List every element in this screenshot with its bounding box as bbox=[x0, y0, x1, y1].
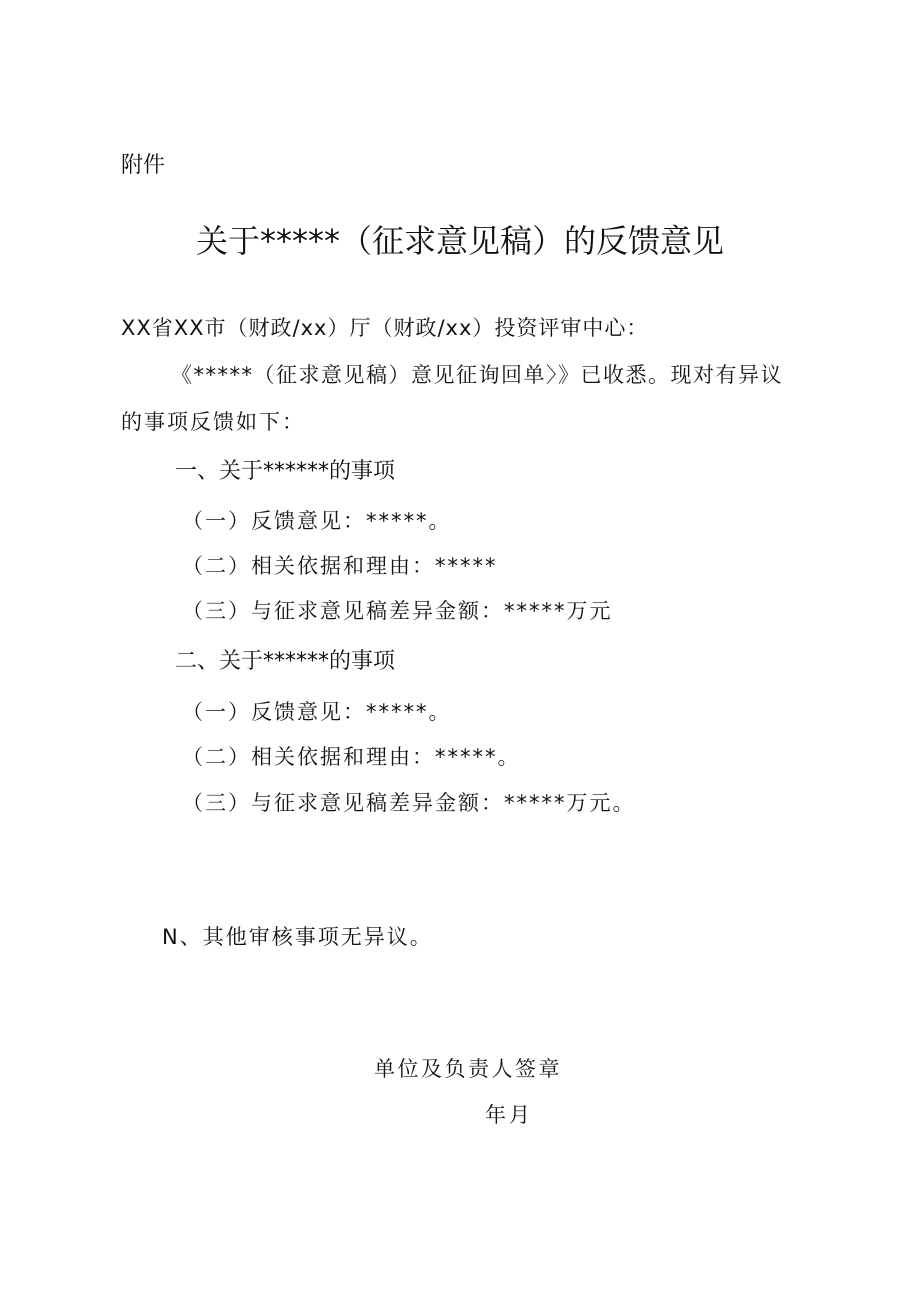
section-2-heading: 二、关于******的事项 bbox=[175, 649, 396, 674]
section-1-heading: 一、关于******的事项 bbox=[175, 459, 396, 484]
intro-paragraph-line-2: 的事项反馈如下： bbox=[121, 410, 305, 434]
section-1-item-3: （三）与征求意见稿差异金额：*****万元 bbox=[182, 599, 613, 623]
attachment-label: 附件 bbox=[121, 153, 166, 178]
section-1-item-1: （一）反馈意见：*****。 bbox=[182, 509, 452, 533]
section-1-item-2: （二）相关依据和理由：***** bbox=[182, 554, 498, 578]
document-title: 关于*****（征求意见稿）的反馈意见 bbox=[195, 222, 724, 260]
intro-paragraph-line-1: 《*****（征求意见稿）意见征询回单〉》已收悉。现对有异议 bbox=[171, 363, 783, 387]
addressee: XX省XX市（财政/xx）厅（财政/xx）投资评审中心： bbox=[121, 316, 649, 340]
section-2-item-2: （二）相关依据和理由：*****。 bbox=[182, 745, 521, 769]
date-label: 年月 bbox=[485, 1103, 533, 1127]
signature-label: 单位及负责人签章 bbox=[374, 1057, 562, 1081]
section-2-item-1: （一）反馈意见：*****。 bbox=[182, 700, 452, 724]
section-2-item-3: （三）与征求意见稿差异金额：*****万元。 bbox=[182, 791, 636, 815]
other-items-statement: N、其他审核事项无异议。 bbox=[162, 925, 433, 949]
